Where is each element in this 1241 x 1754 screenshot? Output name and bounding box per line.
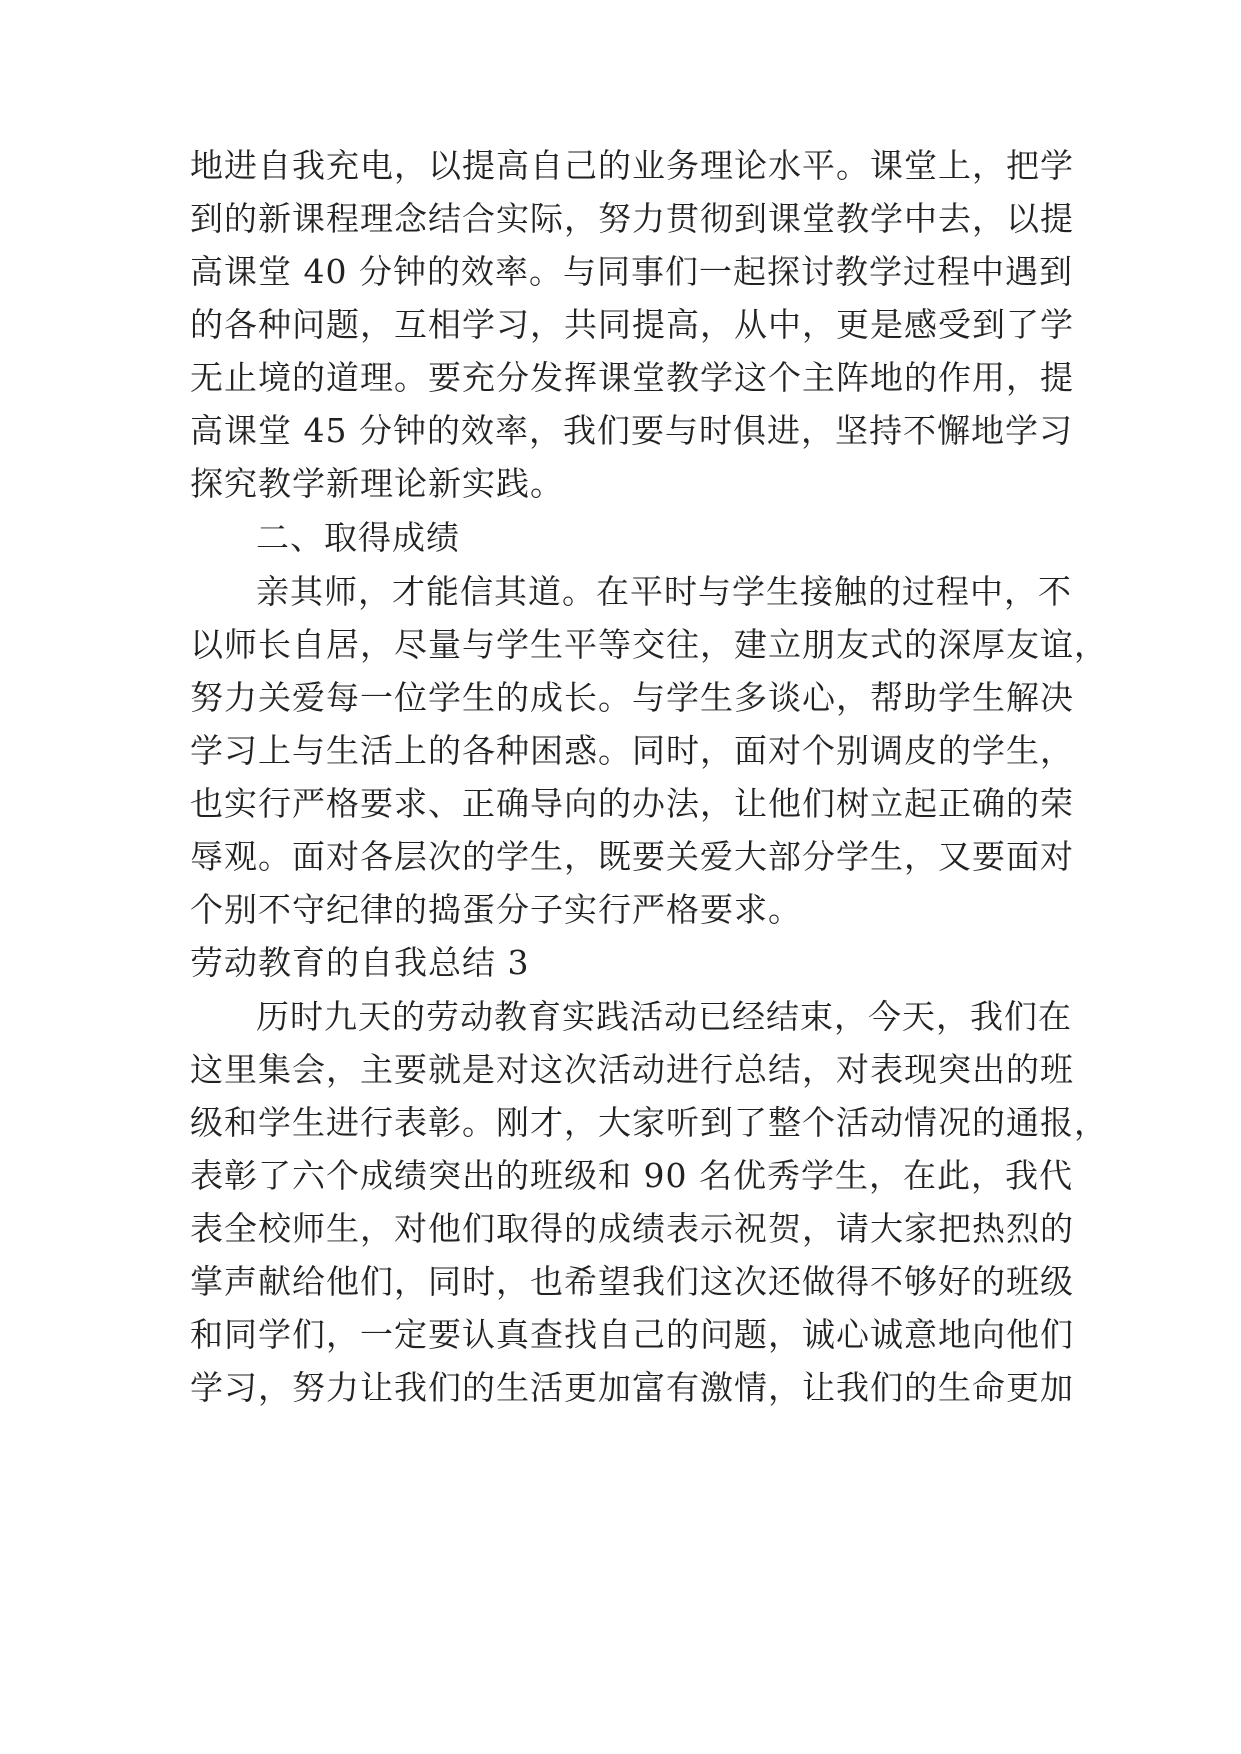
paragraph3-line-5: 表全校师生，对他们取得的成绩表示祝贺，请大家把热烈的 [190, 1209, 1074, 1248]
paragraph2-line-5: 也实行严格要求、正确导向的办法，让他们树立起正确的荣 [190, 784, 1074, 823]
paragraph3-line-2: 这里集会，主要就是对这次活动进行总结，对表现突出的班 [190, 1050, 1074, 1089]
paragraph3-line-3: 级和学生进行表彰。刚才，大家听到了整个活动情况的通报， [190, 1103, 1108, 1142]
paragraph2-line-7: 个别不守纪律的捣蛋分子实行严格要求。 [190, 890, 802, 929]
paragraph1-line-4: 的各种问题，互相学习，共同提高，从中，更是感受到了学 [190, 305, 1074, 344]
paragraph2-line-2: 以师长自居，尽量与学生平等交往，建立朋友式的深厚友谊， [190, 625, 1108, 664]
paragraph2-line-4: 学习上与生活上的各种困惑。同时，面对个别调皮的学生， [190, 731, 1074, 770]
paragraph3-line-4: 表彰了六个成绩突出的班级和 90 名优秀学生，在此，我代 [190, 1156, 1073, 1195]
article-title: 劳动教育的自我总结 3 [190, 943, 530, 982]
section-heading: 二、取得成绩 [256, 518, 460, 557]
paragraph1-line-6: 高课堂 45 分钟的效率，我们要与时俱进，坚持不懈地学习 [190, 411, 1073, 450]
paragraph3-line-7: 和同学们，一定要认真查找自己的问题，诚心诚意地向他们 [190, 1315, 1074, 1354]
paragraph1-line-2: 到的新课程理念结合实际，努力贯彻到课堂教学中去，以提 [190, 199, 1074, 238]
paragraph1-line-3: 高课堂 40 分钟的效率。与同事们一起探讨教学过程中遇到 [190, 252, 1073, 291]
paragraph3-line-1: 历时九天的劳动教育实践活动已经结束，今天，我们在 [256, 997, 1072, 1036]
paragraph3-line-6: 掌声献给他们，同时，也希望我们这次还做得不够好的班级 [190, 1262, 1074, 1301]
paragraph3-line-8: 学习，努力让我们的生活更加富有激情，让我们的生命更加 [190, 1368, 1074, 1407]
paragraph1-line-1: 地进自我充电，以提高自己的业务理论水平。课堂上，把学 [190, 146, 1074, 185]
paragraph1-line-7: 探究教学新理论新实践。 [190, 464, 564, 503]
paragraph1-line-5: 无止境的道理。要充分发挥课堂教学这个主阵地的作用，提 [190, 358, 1074, 397]
paragraph2-line-1: 亲其师，才能信其道。在平时与学生接触的过程中，不 [256, 572, 1072, 611]
paragraph2-line-6: 辱观。面对各层次的学生，既要关爱大部分学生，又要面对 [190, 837, 1074, 876]
paragraph2-line-3: 努力关爱每一位学生的成长。与学生多谈心，帮助学生解决 [190, 678, 1074, 717]
